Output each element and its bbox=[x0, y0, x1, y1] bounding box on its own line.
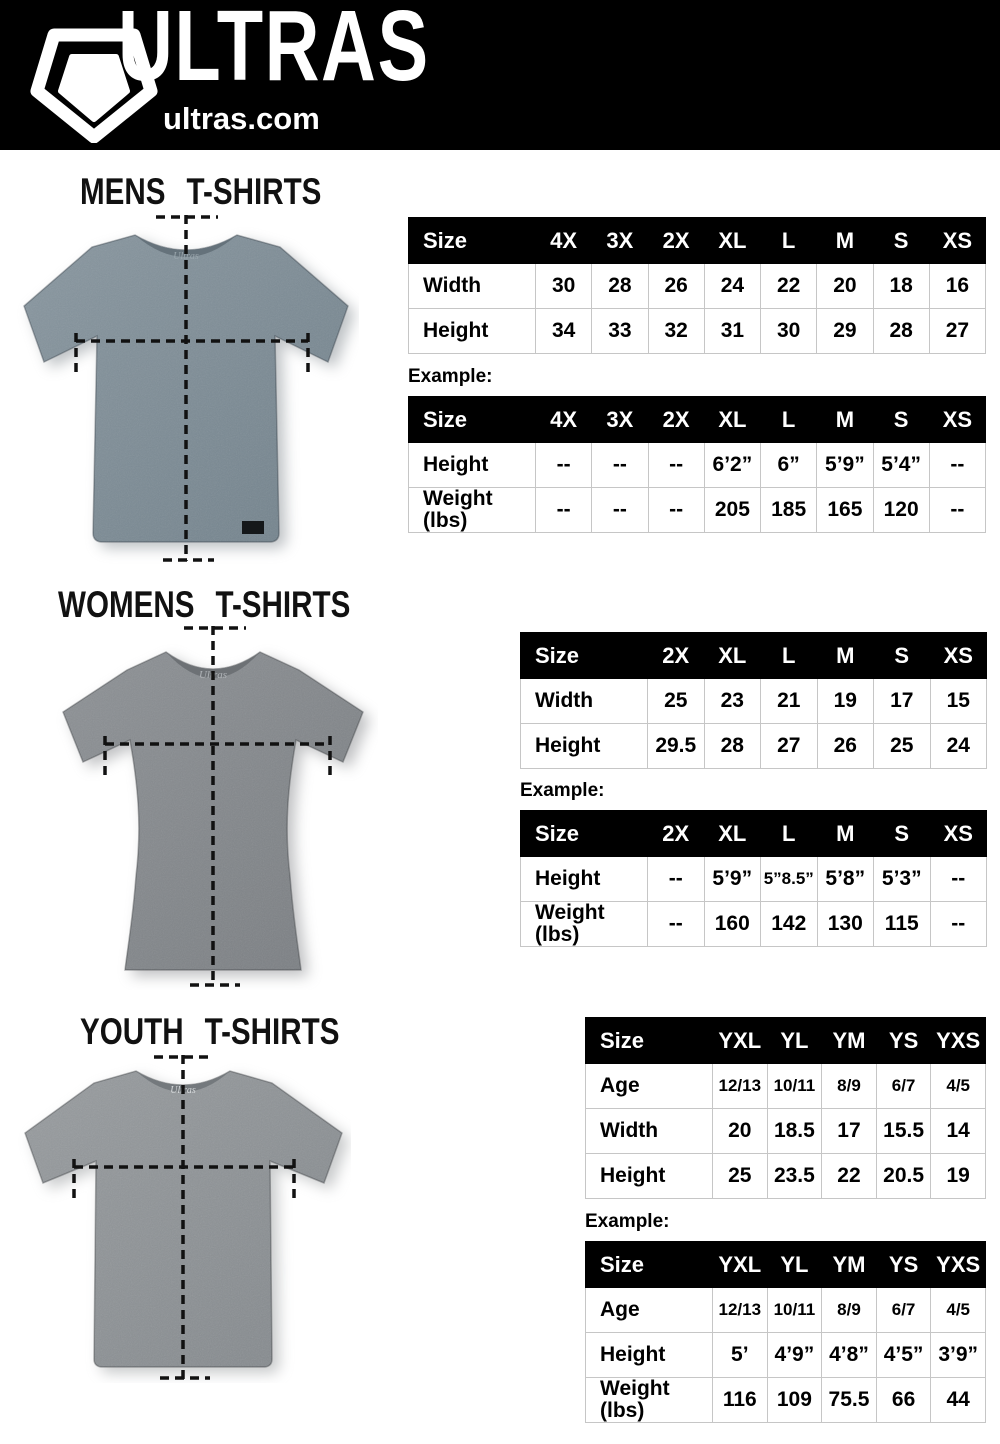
value-cell: 32 bbox=[648, 309, 704, 354]
size-header-cell: 2X bbox=[648, 633, 705, 679]
size-header-cell: YL bbox=[767, 1242, 822, 1288]
size-header-cell: 2X bbox=[648, 218, 704, 264]
size-header-cell: L bbox=[761, 633, 818, 679]
size-header-cell: YXL bbox=[713, 1242, 768, 1288]
size-chart-table bbox=[585, 1241, 986, 1423]
value-cell: 5’3” bbox=[874, 857, 931, 902]
table-row bbox=[409, 488, 986, 533]
size-chart-table bbox=[408, 217, 986, 354]
value-cell: 115 bbox=[874, 902, 931, 947]
size-header-cell: YS bbox=[876, 1018, 931, 1064]
brand-title: ULTRAS bbox=[118, 0, 430, 102]
row-label: Height bbox=[586, 1333, 713, 1378]
size-header-cell: M bbox=[817, 811, 874, 857]
mens-size-table bbox=[408, 217, 986, 354]
size-header-cell: YXS bbox=[931, 1018, 986, 1064]
site-url: ultras.com bbox=[163, 101, 320, 136]
value-cell: 185 bbox=[761, 488, 817, 533]
value-cell: 27 bbox=[761, 724, 818, 769]
value-cell: 5”8.5” bbox=[761, 857, 818, 902]
value-cell: 23 bbox=[704, 679, 761, 724]
size-column-header: Size bbox=[586, 1018, 713, 1064]
value-cell: 160 bbox=[704, 902, 761, 947]
size-column-header: Size bbox=[586, 1242, 713, 1288]
table-row bbox=[521, 857, 987, 902]
youth-example-table bbox=[585, 1241, 986, 1423]
row-label: Height bbox=[521, 857, 648, 902]
value-cell: 5’ bbox=[713, 1333, 768, 1378]
value-cell: 75.5 bbox=[822, 1378, 877, 1423]
value-cell: 130 bbox=[817, 902, 874, 947]
table-row bbox=[409, 264, 986, 309]
value-cell: 17 bbox=[874, 679, 931, 724]
value-cell: 66 bbox=[876, 1378, 931, 1423]
size-header-cell: S bbox=[873, 218, 929, 264]
value-cell: 28 bbox=[873, 309, 929, 354]
size-header-cell: XL bbox=[704, 811, 761, 857]
value-cell: 31 bbox=[704, 309, 760, 354]
mens-tshirt-image bbox=[14, 213, 359, 565]
size-header-cell: L bbox=[761, 811, 818, 857]
value-cell: 4’8” bbox=[822, 1333, 877, 1378]
table-row bbox=[586, 1378, 986, 1423]
value-cell: -- bbox=[930, 902, 987, 947]
size-header-cell: M bbox=[817, 218, 873, 264]
neck-label: Ultras bbox=[170, 1085, 196, 1096]
size-header-cell: 2X bbox=[648, 397, 704, 443]
neck-label: Ultras bbox=[173, 251, 199, 262]
row-label: Width bbox=[409, 264, 536, 309]
value-cell: -- bbox=[929, 443, 985, 488]
size-column-header: Size bbox=[409, 218, 536, 264]
womens-tshirt-image bbox=[48, 624, 378, 990]
mens-example-label: Example: bbox=[408, 366, 493, 387]
youth-tshirt-image bbox=[16, 1053, 351, 1383]
size-header-cell: 4X bbox=[536, 397, 592, 443]
value-cell: 15 bbox=[930, 679, 987, 724]
value-cell: 19 bbox=[817, 679, 874, 724]
value-cell: 120 bbox=[873, 488, 929, 533]
row-label: Weight (lbs) bbox=[521, 902, 648, 947]
size-header-cell: YXS bbox=[931, 1242, 986, 1288]
table-row bbox=[521, 724, 987, 769]
value-cell: 4/5 bbox=[931, 1064, 986, 1109]
value-cell: 30 bbox=[536, 264, 592, 309]
size-header-cell: XS bbox=[930, 633, 987, 679]
value-cell: 23.5 bbox=[767, 1154, 822, 1199]
value-cell: 33 bbox=[592, 309, 648, 354]
value-cell: 205 bbox=[704, 488, 760, 533]
row-label: Width bbox=[586, 1109, 713, 1154]
value-cell: 109 bbox=[767, 1378, 822, 1423]
size-header-cell: YS bbox=[876, 1242, 931, 1288]
value-cell: 5’9” bbox=[817, 443, 873, 488]
table-row bbox=[521, 679, 987, 724]
row-label: Weight (lbs) bbox=[586, 1378, 713, 1423]
size-header-cell: XS bbox=[930, 811, 987, 857]
value-cell: 22 bbox=[822, 1154, 877, 1199]
row-label: Weight (lbs) bbox=[409, 488, 536, 533]
row-label: Age bbox=[586, 1288, 713, 1333]
size-header-cell: XS bbox=[929, 218, 985, 264]
value-cell: 4’9” bbox=[767, 1333, 822, 1378]
value-cell: 26 bbox=[648, 264, 704, 309]
size-column-header: Size bbox=[409, 397, 536, 443]
value-cell: 5’4” bbox=[873, 443, 929, 488]
value-cell: 5’9” bbox=[704, 857, 761, 902]
value-cell: 25 bbox=[648, 679, 705, 724]
value-cell: 30 bbox=[761, 309, 817, 354]
value-cell: 24 bbox=[704, 264, 760, 309]
value-cell: 8/9 bbox=[822, 1064, 877, 1109]
size-chart-table bbox=[520, 810, 987, 947]
value-cell: 14 bbox=[931, 1109, 986, 1154]
womens-section-title: WOMENS T-SHIRTS bbox=[58, 584, 351, 625]
value-cell: -- bbox=[592, 488, 648, 533]
value-cell: -- bbox=[930, 857, 987, 902]
size-header-cell: 2X bbox=[648, 811, 705, 857]
value-cell: 4’5” bbox=[876, 1333, 931, 1378]
value-cell: 142 bbox=[761, 902, 818, 947]
value-cell: 5’8” bbox=[817, 857, 874, 902]
youth-size-table bbox=[585, 1017, 986, 1199]
row-label: Height bbox=[521, 724, 648, 769]
value-cell: 10/11 bbox=[767, 1288, 822, 1333]
value-cell: 34 bbox=[536, 309, 592, 354]
size-header-cell: L bbox=[761, 218, 817, 264]
neck-label: Ultras bbox=[198, 669, 228, 681]
size-header-cell: YL bbox=[767, 1018, 822, 1064]
value-cell: 16 bbox=[929, 264, 985, 309]
value-cell: -- bbox=[536, 443, 592, 488]
size-header-cell: 3X bbox=[592, 218, 648, 264]
value-cell: 19 bbox=[931, 1154, 986, 1199]
value-cell: 21 bbox=[761, 679, 818, 724]
hem-tag bbox=[242, 521, 264, 534]
value-cell: -- bbox=[648, 857, 705, 902]
size-header-cell: S bbox=[874, 633, 931, 679]
value-cell: 6/7 bbox=[876, 1288, 931, 1333]
row-label: Height bbox=[586, 1154, 713, 1199]
value-cell: 20 bbox=[817, 264, 873, 309]
size-header-cell: XL bbox=[704, 397, 760, 443]
size-header-cell: XL bbox=[704, 218, 760, 264]
size-header-cell: 4X bbox=[536, 218, 592, 264]
size-header-cell: S bbox=[873, 397, 929, 443]
value-cell: 17 bbox=[822, 1109, 877, 1154]
value-cell: 6’2” bbox=[704, 443, 760, 488]
mens-example-table bbox=[408, 396, 986, 533]
value-cell: 8/9 bbox=[822, 1288, 877, 1333]
table-row bbox=[586, 1109, 986, 1154]
row-label: Height bbox=[409, 309, 536, 354]
value-cell: 6/7 bbox=[876, 1064, 931, 1109]
size-header-cell: YXL bbox=[713, 1018, 768, 1064]
table-row bbox=[409, 309, 986, 354]
site-header bbox=[0, 0, 1000, 150]
value-cell: 27 bbox=[929, 309, 985, 354]
size-header-cell: YM bbox=[822, 1242, 877, 1288]
value-cell: 10/11 bbox=[767, 1064, 822, 1109]
youth-section-title: YOUTH T-SHIRTS bbox=[80, 1011, 340, 1052]
value-cell: 25 bbox=[874, 724, 931, 769]
table-row bbox=[586, 1064, 986, 1109]
table-row bbox=[521, 902, 987, 947]
table-row bbox=[586, 1288, 986, 1333]
size-chart-table bbox=[520, 632, 987, 769]
size-chart-table bbox=[585, 1017, 986, 1199]
size-column-header: Size bbox=[521, 633, 648, 679]
womens-example-label: Example: bbox=[520, 780, 605, 801]
mens-section-title: MENS T-SHIRTS bbox=[80, 171, 322, 212]
table-row bbox=[586, 1154, 986, 1199]
womens-size-table bbox=[520, 632, 987, 769]
value-cell: 3’9” bbox=[931, 1333, 986, 1378]
value-cell: 165 bbox=[817, 488, 873, 533]
value-cell: 18 bbox=[873, 264, 929, 309]
value-cell: 6” bbox=[761, 443, 817, 488]
size-header-cell: L bbox=[761, 397, 817, 443]
value-cell: 26 bbox=[817, 724, 874, 769]
size-header-cell: XL bbox=[704, 633, 761, 679]
value-cell: 18.5 bbox=[767, 1109, 822, 1154]
value-cell: 44 bbox=[931, 1378, 986, 1423]
size-column-header: Size bbox=[521, 811, 648, 857]
value-cell: -- bbox=[592, 443, 648, 488]
value-cell: 12/13 bbox=[713, 1288, 768, 1333]
row-label: Height bbox=[409, 443, 536, 488]
size-header-cell: S bbox=[874, 811, 931, 857]
womens-example-table bbox=[520, 810, 987, 947]
table-row bbox=[409, 443, 986, 488]
value-cell: 29.5 bbox=[648, 724, 705, 769]
value-cell: -- bbox=[648, 488, 704, 533]
value-cell: 25 bbox=[713, 1154, 768, 1199]
value-cell: 24 bbox=[930, 724, 987, 769]
value-cell: 28 bbox=[704, 724, 761, 769]
table-row bbox=[586, 1333, 986, 1378]
value-cell: -- bbox=[648, 443, 704, 488]
value-cell: 20 bbox=[713, 1109, 768, 1154]
value-cell: 12/13 bbox=[713, 1064, 768, 1109]
row-label: Width bbox=[521, 679, 648, 724]
value-cell: -- bbox=[536, 488, 592, 533]
size-header-cell: M bbox=[817, 397, 873, 443]
value-cell: 20.5 bbox=[876, 1154, 931, 1199]
youth-example-label: Example: bbox=[585, 1211, 670, 1232]
size-chart-table bbox=[408, 396, 986, 533]
row-label: Age bbox=[586, 1064, 713, 1109]
value-cell: 29 bbox=[817, 309, 873, 354]
value-cell: 4/5 bbox=[931, 1288, 986, 1333]
value-cell: 28 bbox=[592, 264, 648, 309]
size-header-cell: M bbox=[817, 633, 874, 679]
size-header-cell: 3X bbox=[592, 397, 648, 443]
size-header-cell: YM bbox=[822, 1018, 877, 1064]
value-cell: 22 bbox=[761, 264, 817, 309]
value-cell: -- bbox=[929, 488, 985, 533]
value-cell: 15.5 bbox=[876, 1109, 931, 1154]
value-cell: -- bbox=[648, 902, 705, 947]
size-header-cell: XS bbox=[929, 397, 985, 443]
value-cell: 116 bbox=[713, 1378, 768, 1423]
